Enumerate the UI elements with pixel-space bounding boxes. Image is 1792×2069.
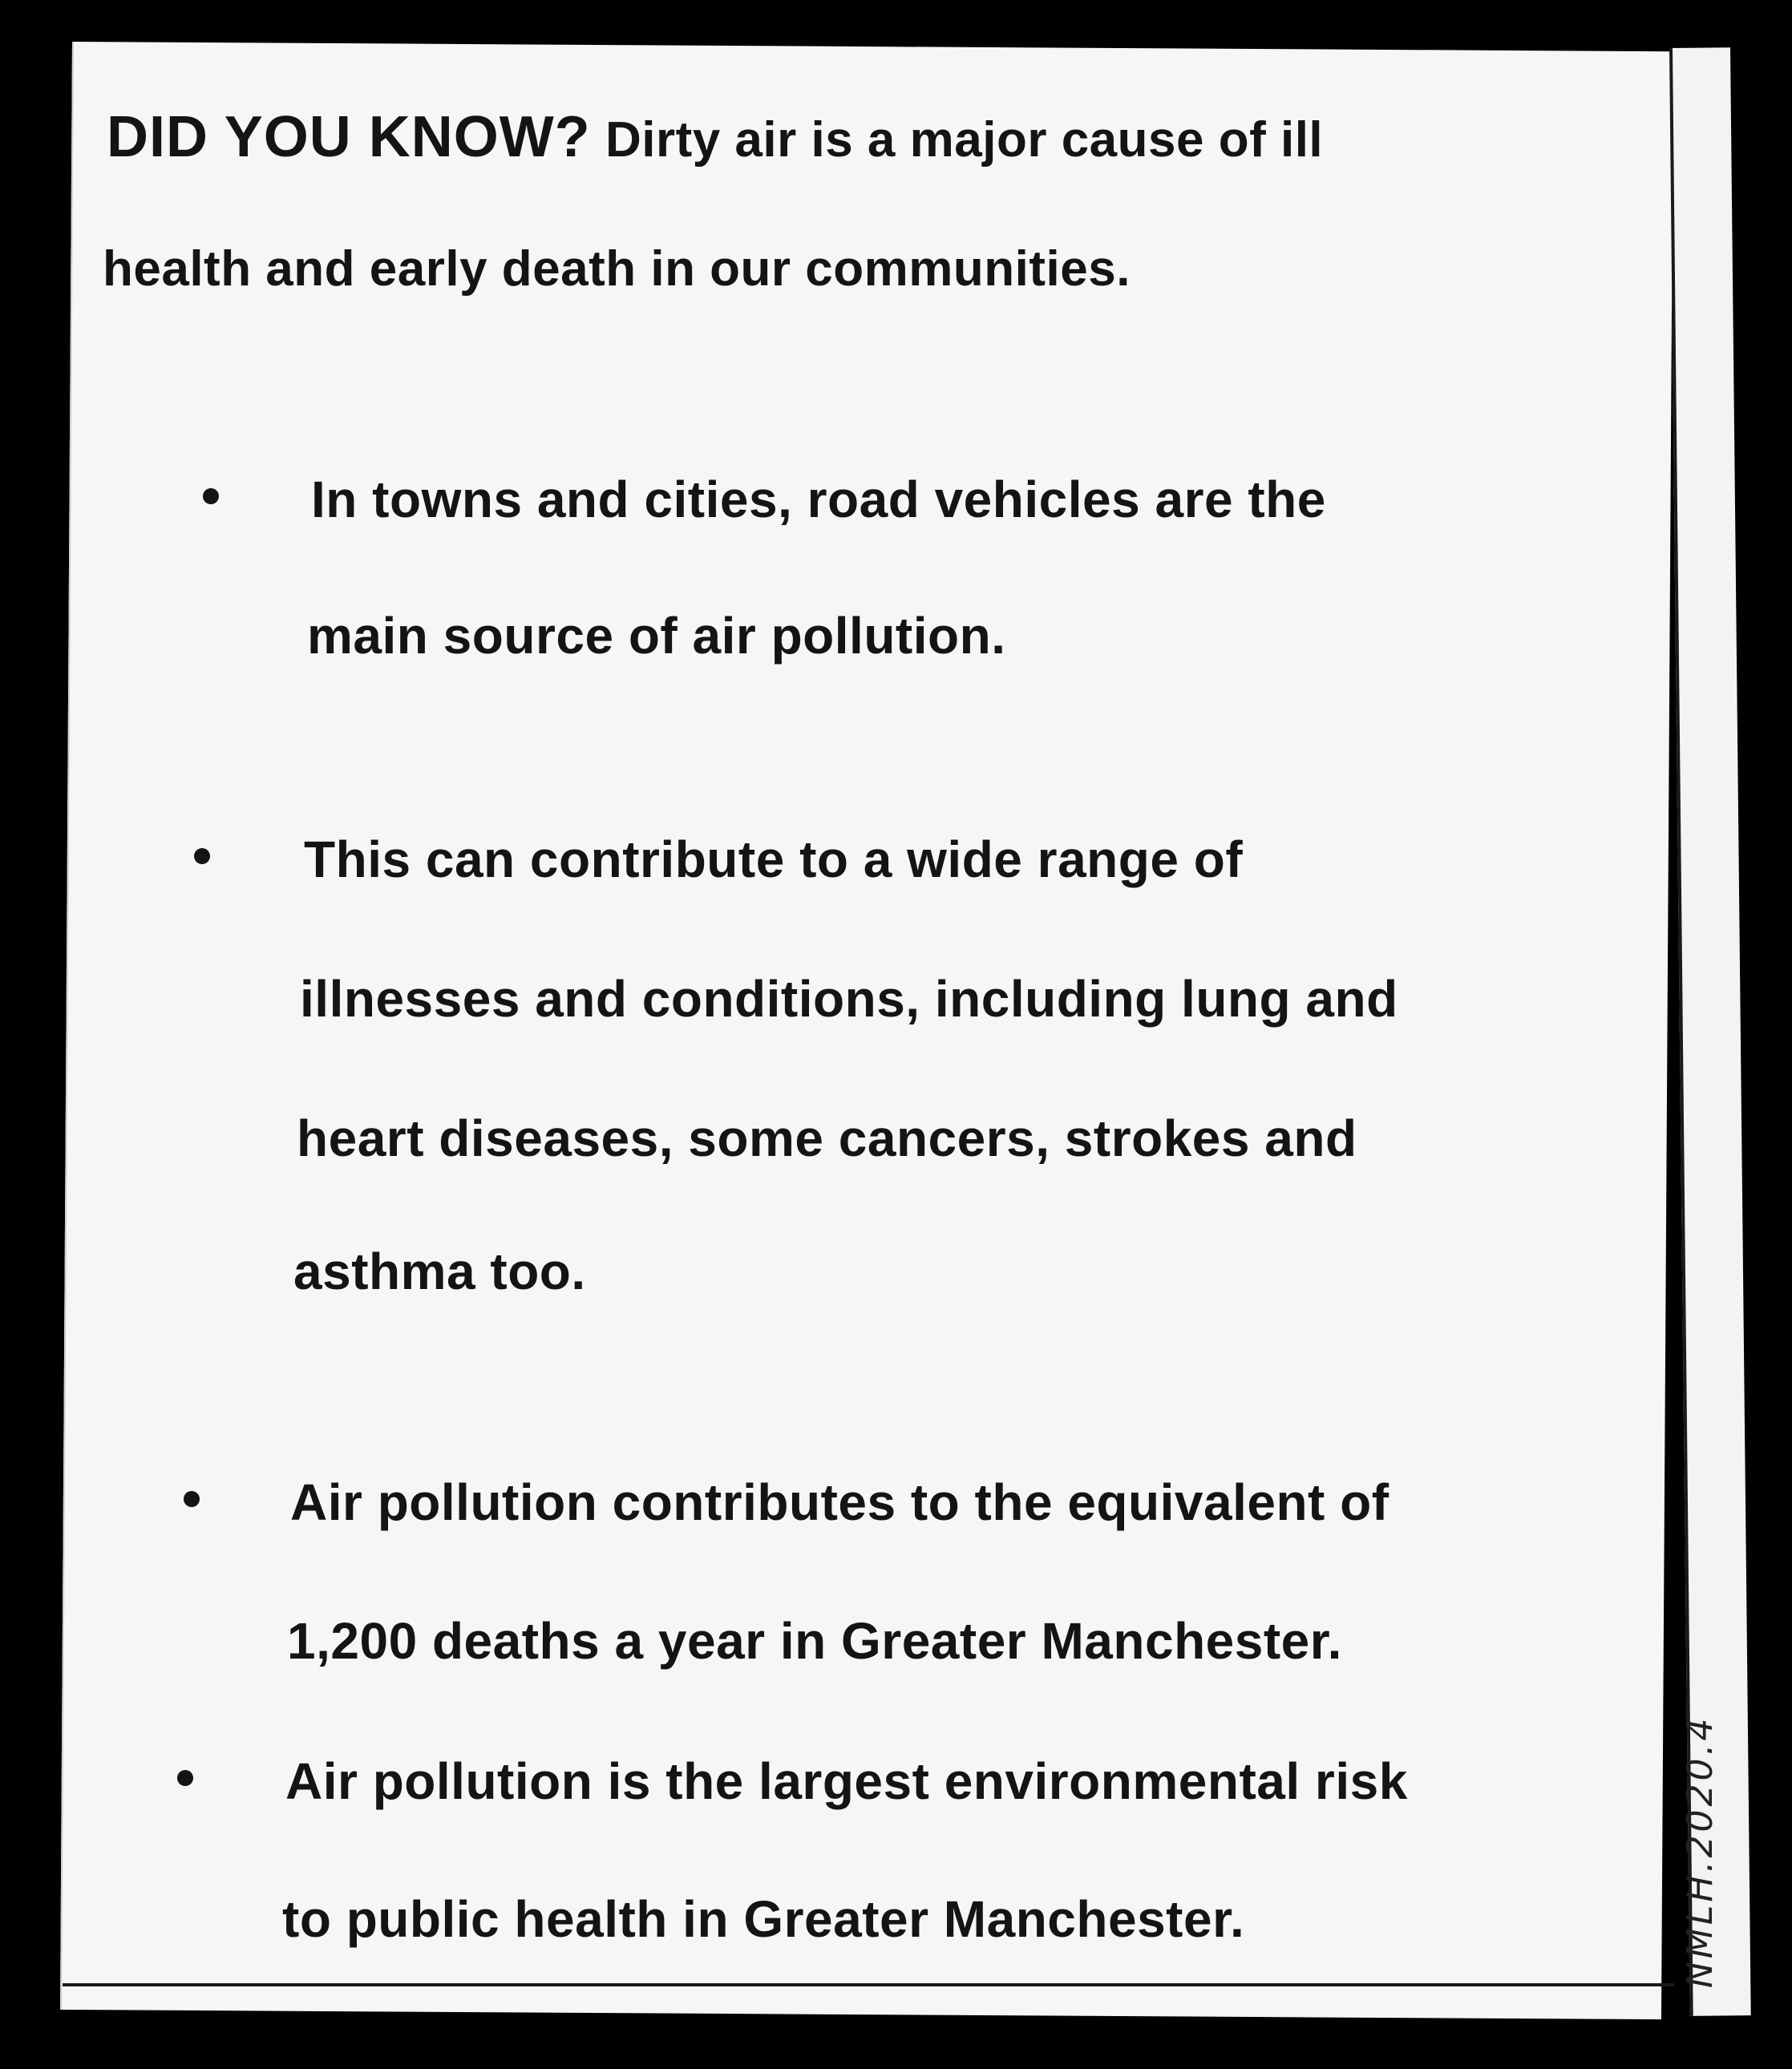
bullet-3-line-1: Air pollution contributes to the equivalent of <box>290 1473 1390 1531</box>
bullet-dot-1 <box>203 488 219 504</box>
bullet-4-line-1: Air pollution is the largest environmental risk <box>285 1752 1408 1810</box>
bullet-4-line-2: to public health in Greater Manchester. <box>282 1890 1245 1948</box>
bullet-2-line-3: heart diseases, some cancers, strokes and <box>297 1109 1357 1167</box>
heading-line-1 <box>107 105 1324 169</box>
bullet-1-line-2: main source of air pollution. <box>307 607 1006 665</box>
bullet-dot-4 <box>177 1770 193 1786</box>
heading-line-2: health and early death in our communities. <box>103 241 1131 297</box>
bullet-2-line-4: asthma too. <box>293 1243 586 1300</box>
bullet-2-line-2: illnesses and conditions, including lung and <box>300 970 1398 1028</box>
bullet-dot-2 <box>194 848 210 864</box>
bullet-2-line-1: This can contribute to a wide range of <box>304 830 1244 888</box>
bullet-3-line-2: 1,200 deaths a year in Greater Manchester. <box>287 1612 1342 1670</box>
bullet-1-line-1: In towns and cities, road vehicles are the <box>311 471 1326 528</box>
heading-rest: Dirty air is a major cause of ill <box>605 112 1324 168</box>
bullet-dot-3 <box>184 1491 200 1507</box>
heading-lead: DID YOU KNOW? <box>107 105 591 169</box>
catalog-number: NMLH.2020.4 <box>1680 1715 1721 1988</box>
